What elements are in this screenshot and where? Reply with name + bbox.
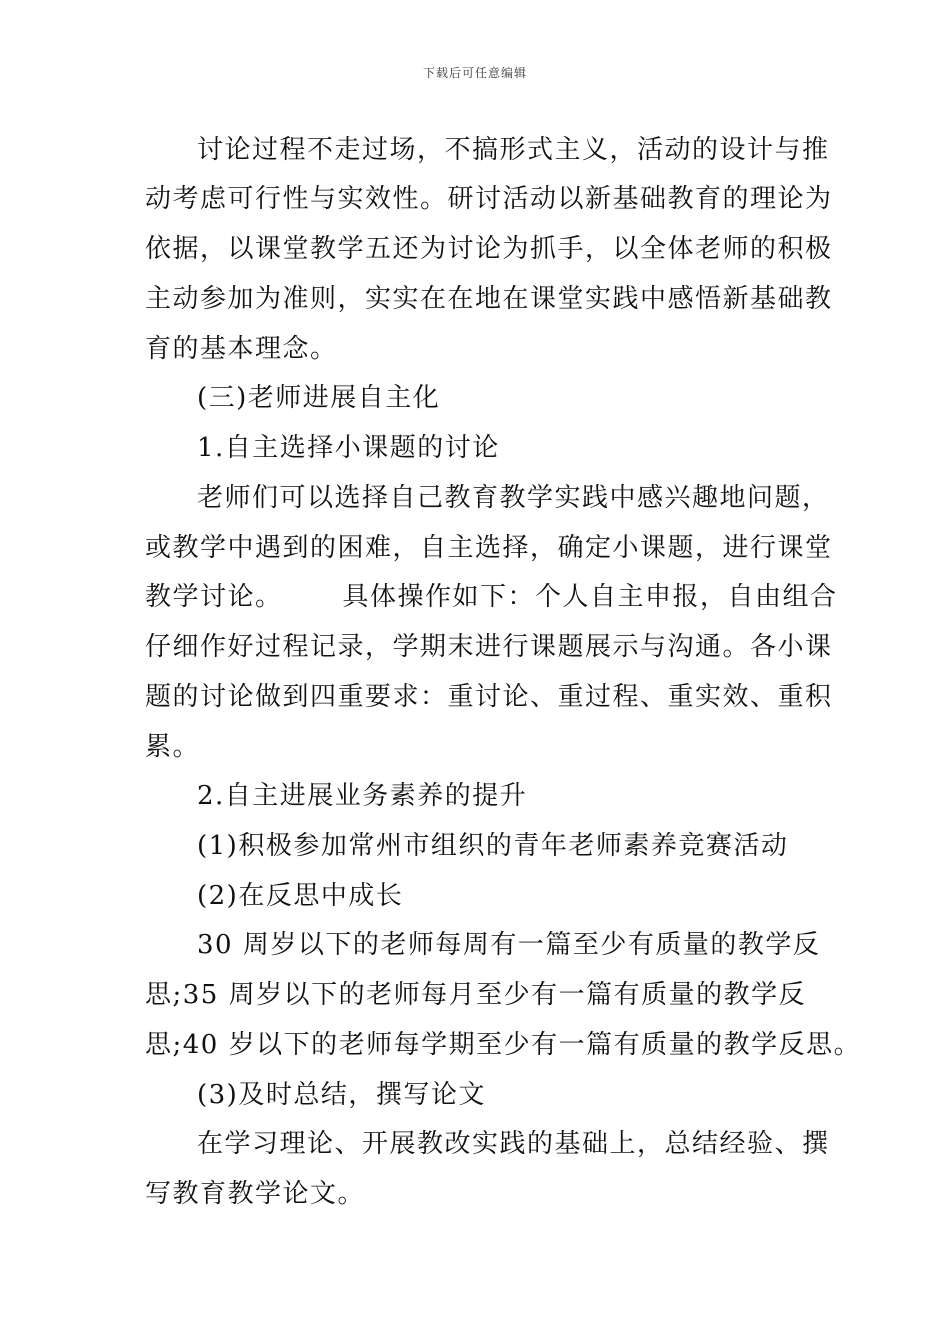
paragraph-line: 30 周岁以下的老师每周有一篇至少有质量的教学反: [197, 930, 821, 960]
paragraph-line: 思;40 岁以下的老师每学期至少有一篇有质量的教学反思。: [145, 1030, 862, 1060]
paragraph-line: 老师们可以选择自己教育教学实践中感兴趣地问题，: [197, 483, 830, 513]
paragraph-line: 思;35 周岁以下的老师每月至少有一篇有质量的教学反: [145, 980, 807, 1010]
page-header: 下载后可任意编辑: [422, 66, 527, 80]
list-item: (3)及时总结，撰写论文: [197, 1080, 486, 1110]
paragraph-line: 仔细作好过程记录，学期末进行课题展示与沟通。各小课: [145, 632, 833, 662]
paragraph-line: 依据，以课堂教学五还为讨论为抓手，以全体老师的积极: [145, 234, 833, 264]
paragraph-line: 动考虑可行性与实效性。研讨活动以新基础教育的理论为: [145, 184, 833, 214]
subsection-heading: 2.自主进展业务素养的提升: [197, 781, 528, 811]
paragraph-fragment: 教学讨论。: [145, 582, 283, 612]
paragraph-line: 讨论过程不走过场，不搞形式主义，活动的设计与推: [197, 135, 830, 165]
list-item: (1)积极参加常州市组织的青年老师素养竞赛活动: [197, 831, 789, 861]
paragraph-line: 写教育教学论文。: [145, 1179, 366, 1209]
paragraph-line: 累。: [145, 732, 201, 762]
paragraph-line: 主动参加为准则，实实在在地在课堂实践中感悟新基础教: [145, 284, 833, 314]
paragraph-line: 或教学中遇到的困难，自主选择，确定小课题，进行课堂: [145, 533, 833, 563]
paragraph-line: 题的讨论做到四重要求：重讨论、重过程、重实效、重积: [145, 682, 833, 712]
paragraph-fragment: 具体操作如下：个人自主申报，自由组合: [342, 582, 838, 612]
paragraph-line: [145, 581, 838, 613]
paragraph-line: 育的基本理念。: [145, 334, 338, 364]
paragraph-line: 在学习理论、开展教改实践的基础上，总结经验、撰: [197, 1129, 830, 1159]
list-item: (2)在反思中成长: [197, 881, 404, 911]
subsection-heading: 1.自主选择小课题的讨论: [197, 433, 500, 463]
section-heading: (三)老师进展自主化: [197, 383, 441, 413]
